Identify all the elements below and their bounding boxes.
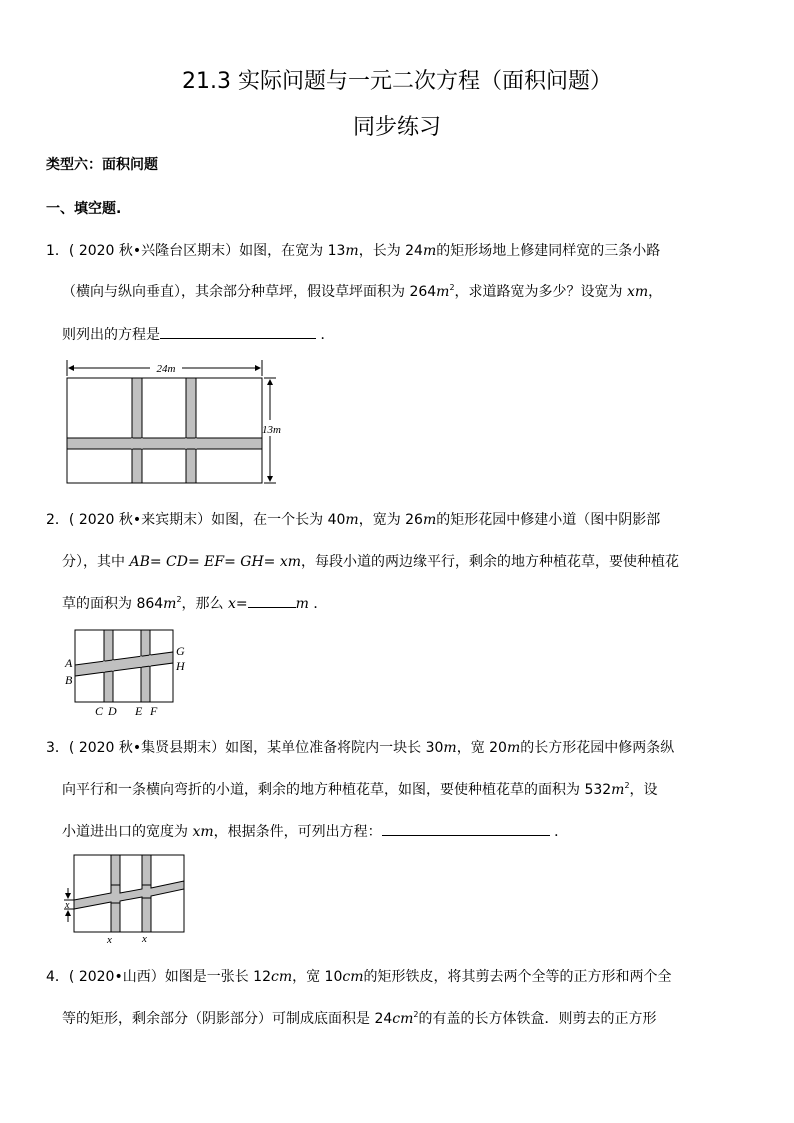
q1-width-label: 24m — [156, 363, 176, 375]
q2-line1: 2．( 2020 秋•来宾期末）如图，在一个长为 40m，宽为 26m的矩形花园中修建小道（图中阴影部 — [46, 512, 661, 528]
q2-figure — [62, 626, 202, 718]
q2-label-c: C — [95, 704, 104, 718]
q3-figure — [56, 852, 196, 946]
q2-line2: 分），其中 AB= CD= EF= GH= xm，每段小道的两边缘平行，剩余的地方种植花草，要使种植花 — [62, 554, 680, 570]
q2-line3: 草的面积为 $864m^2$，那么 x= m ． — [62, 595, 328, 612]
q3-label-x-1: x — [107, 934, 112, 946]
q1-line1: 1．( 2020 秋•兴隆台区期末）如图，在宽为 13m，长为 24m的矩形场地上修建同样宽的三条小路 — [46, 243, 661, 259]
q2-label-d: D — [108, 704, 117, 718]
q2-label-h: H — [176, 659, 185, 673]
q2-answer-blank[interactable] — [248, 593, 296, 608]
q2-label-f: F — [150, 704, 158, 718]
q1-height-label: 13m — [262, 424, 281, 436]
section-heading: 一、填空题. — [46, 201, 122, 217]
q3-answer-blank[interactable] — [382, 821, 550, 836]
q1-field-rect — [67, 378, 262, 483]
q3-label-x-left: x — [65, 900, 70, 911]
q2-label-g: G — [176, 644, 185, 658]
q1-answer-blank[interactable] — [160, 324, 316, 339]
q2-label-e: E — [135, 704, 143, 718]
q1-road-vertical-2 — [186, 378, 196, 483]
q2-label-b: B — [65, 673, 73, 687]
q1-line3: 则列出的方程是 ． — [62, 324, 334, 344]
q3-line3: 小道进出口的宽度为 xm，根据条件，可列出方程： ． — [62, 821, 568, 841]
page-subtitle: 同步练习 — [352, 115, 441, 140]
q3-label-x-2: x — [142, 933, 147, 945]
q1-figure — [60, 356, 300, 486]
q3-line1: 3．( 2020 秋•集贤县期末）如图，某单位准备将院内一块长 30m，宽 20m的长方形花园中修两条纵 — [46, 740, 675, 756]
type-heading: 类型六：面积问题 — [46, 157, 158, 173]
page-title: 21.3 实际问题与一元二次方程（面积问题） — [182, 69, 612, 94]
q1-road-horizontal — [67, 438, 262, 449]
q4-line2: 等的矩形，剩余部分（阴影部分）可制成底面积是 $24cm^2$的有盖的长方体铁盒．则剪去的正方形 — [62, 1010, 657, 1027]
q1-road-vertical-1 — [132, 378, 142, 483]
q3-line2: 向平行和一条横向弯折的小道，剩余的地方种植花草，如图，要使种植花草的面积为 $532m^2$，设 — [62, 781, 658, 798]
q2-label-a: A — [65, 656, 73, 670]
q1-line2: （横向与纵向垂直），其余部分种草坪，假设草坪面积为 $264m^2$，求道路宽为多少？设宽为 xm， — [62, 283, 663, 300]
q4-line1: 4．( 2020•山西）如图是一张长 12cm，宽 10cm的矩形铁皮，将其剪去两个全等的正方形和两个全 — [46, 969, 672, 985]
